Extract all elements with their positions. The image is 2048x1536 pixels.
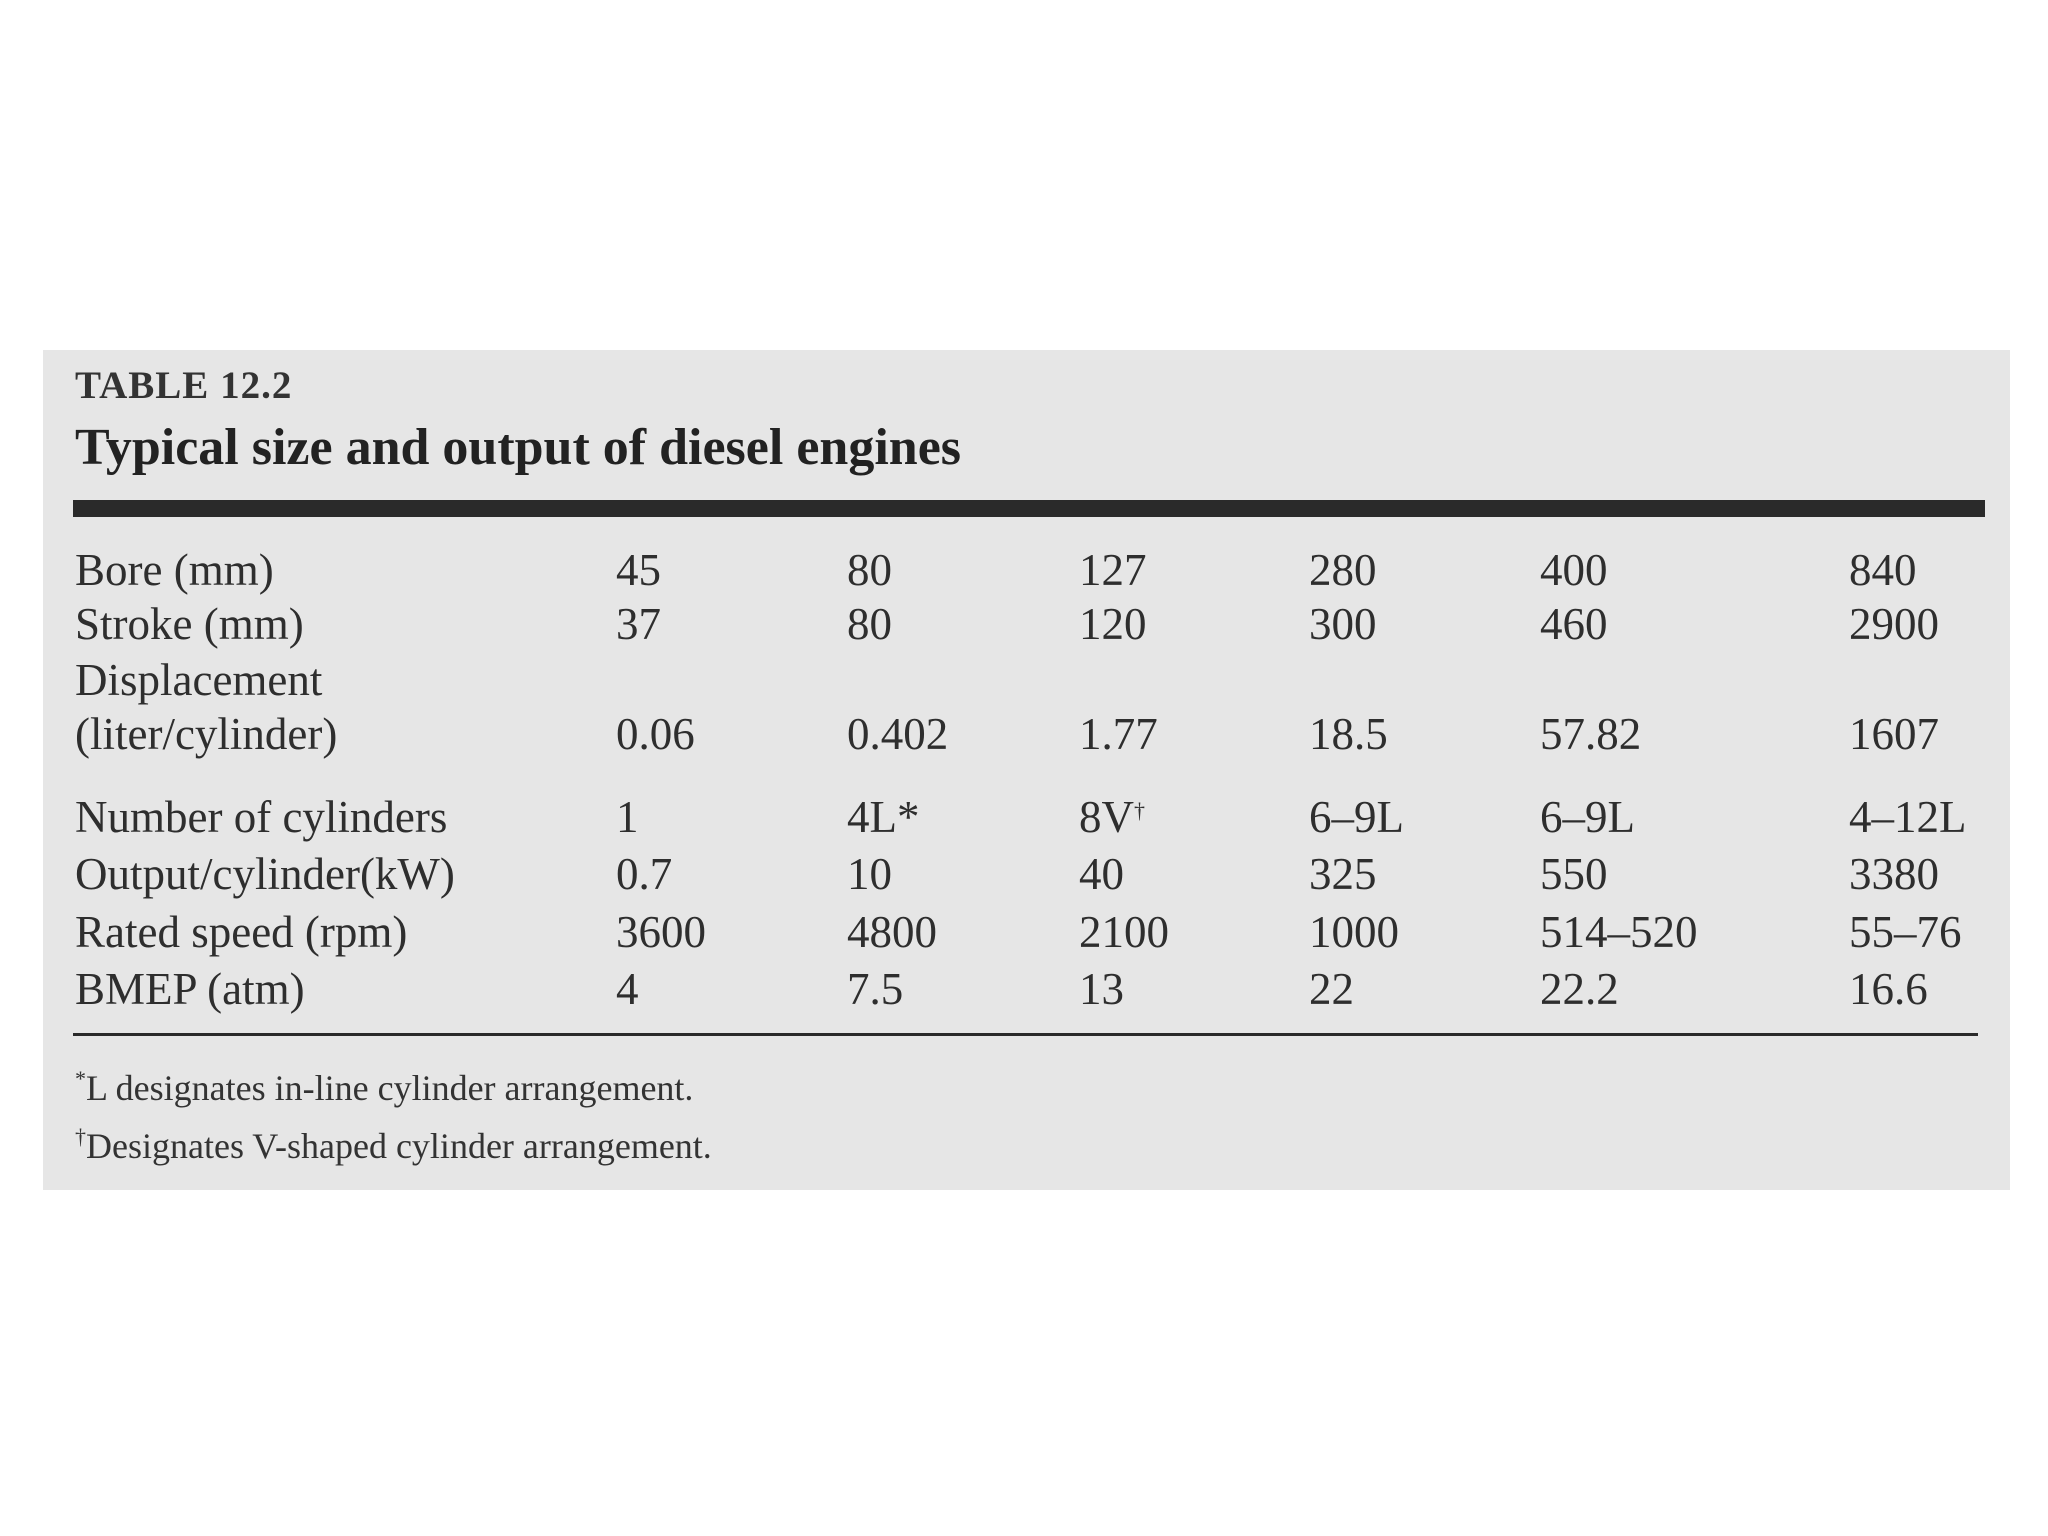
table-cell: 45 <box>616 545 661 595</box>
row-label-displacement-unit: (liter/cylinder) <box>75 709 338 759</box>
table-cell: 840 <box>1849 545 1917 595</box>
table-cell: 300 <box>1309 599 1377 649</box>
table-cell: 22.2 <box>1540 964 1619 1014</box>
table-cell: 1.77 <box>1079 709 1158 759</box>
row-label-stroke: Stroke (mm) <box>75 599 304 649</box>
table-cell: 120 <box>1079 599 1147 649</box>
footnote-v-shaped <box>75 1126 712 1164</box>
table-cell: 3380 <box>1849 849 1939 899</box>
table-cell: 80 <box>847 599 892 649</box>
row-label-bmep: BMEP (atm) <box>75 964 305 1014</box>
table-cell: 2900 <box>1849 599 1939 649</box>
table-cell: 6–9L <box>1540 792 1635 842</box>
dagger-mark: † <box>1134 798 1145 823</box>
row-label-output: Output/cylinder(kW) <box>75 849 455 899</box>
table-cell: 37 <box>616 599 661 649</box>
table-cell: 6–9L <box>1309 792 1404 842</box>
row-label-bore: Bore (mm) <box>75 545 274 595</box>
table-title: Typical size and output of diesel engines <box>75 419 962 476</box>
table-cell: 10 <box>847 849 892 899</box>
table-cell: 460 <box>1540 599 1608 649</box>
table-cell: 4–12L <box>1849 792 1967 842</box>
table-cell: 4L* <box>847 792 920 842</box>
table-cell: 280 <box>1309 545 1377 595</box>
table-cell: 57.82 <box>1540 709 1642 759</box>
row-label-displacement: Displacement <box>75 655 323 705</box>
table-cell: 3600 <box>616 907 706 957</box>
table-cell: 1 <box>616 792 639 842</box>
table-cell: 7.5 <box>847 964 904 1014</box>
footnote-inline <box>75 1068 693 1106</box>
table-cell: 55–76 <box>1849 907 1962 957</box>
table-cell: 80 <box>847 545 892 595</box>
table-cell: 0.7 <box>616 849 673 899</box>
top-rule <box>73 500 1985 517</box>
table-cell: 0.402 <box>847 709 949 759</box>
table-cell: 22 <box>1309 964 1354 1014</box>
cell-value: 8V <box>1079 792 1134 842</box>
table-cell: 18.5 <box>1309 709 1388 759</box>
table-number: TABLE 12.2 <box>75 364 293 407</box>
table-cell: 514–520 <box>1540 907 1698 957</box>
table-cell-with-mark <box>1079 792 1145 842</box>
table-cell: 400 <box>1540 545 1608 595</box>
table-scan <box>43 350 2010 1190</box>
row-label-cylinders: Number of cylinders <box>75 792 448 842</box>
table-cell: 40 <box>1079 849 1124 899</box>
table-cell: 325 <box>1309 849 1377 899</box>
star-mark: * <box>75 1066 86 1091</box>
table-cell: 13 <box>1079 964 1124 1014</box>
table-cell: 4 <box>616 964 639 1014</box>
footnote-text: Designates V-shaped cylinder arrangement. <box>86 1126 712 1166</box>
table-cell: 550 <box>1540 849 1608 899</box>
table-cell: 127 <box>1079 545 1147 595</box>
table-cell: 16.6 <box>1849 964 1928 1014</box>
table-cell: 1000 <box>1309 907 1399 957</box>
table-cell: 1607 <box>1849 709 1939 759</box>
table-cell: 0.06 <box>616 709 695 759</box>
row-label-rated-speed: Rated speed (rpm) <box>75 907 408 957</box>
bottom-rule <box>73 1033 1978 1036</box>
table-cell: 2100 <box>1079 907 1169 957</box>
dagger-footnote-mark: † <box>75 1124 86 1149</box>
footnote-text: L designates in-line cylinder arrangement. <box>86 1068 694 1108</box>
table-cell: 4800 <box>847 907 937 957</box>
